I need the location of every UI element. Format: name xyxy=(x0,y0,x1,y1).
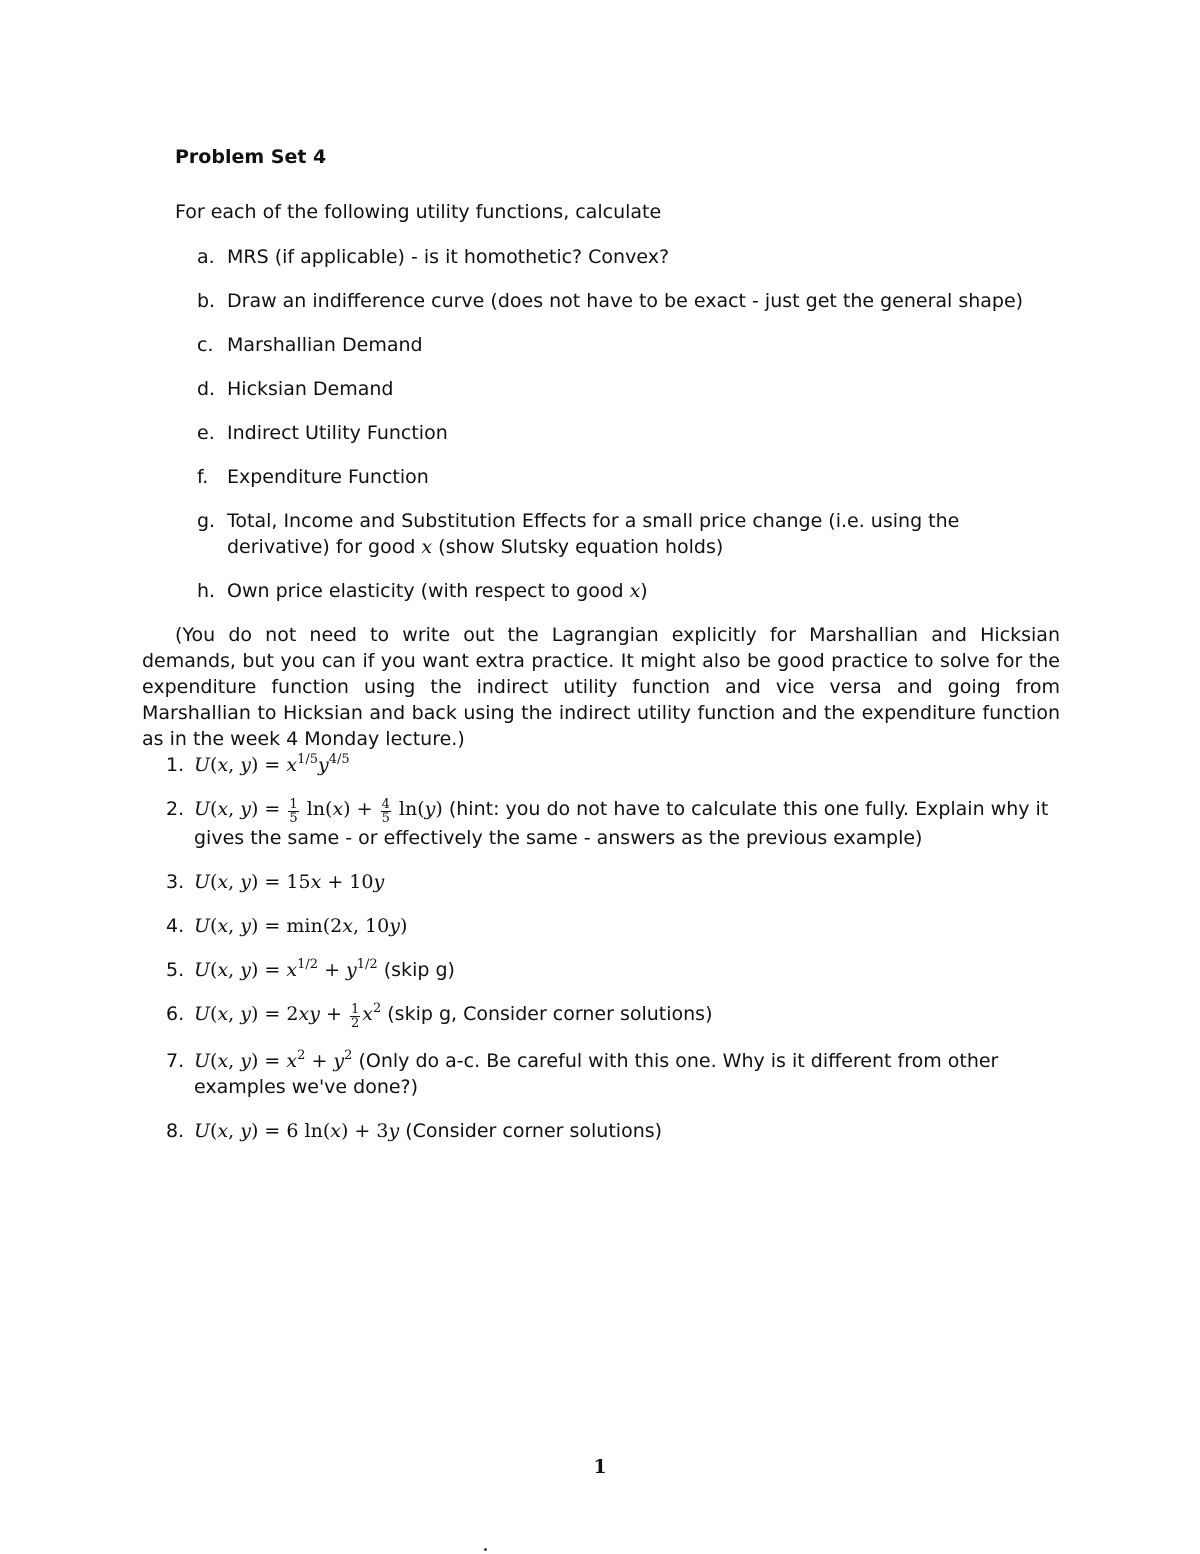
utility-formula: U(x, $y) = x^{1/2} + y^{1/2}$ xyxy=(194,957,378,981)
intro-text: For each of the following utility functions, calculate xyxy=(175,201,662,223)
problem-comment: (hint: you do not have to calculate this one fully. Explain why it gives the same - or effectively the same - answers as the previous example) xyxy=(194,798,1049,849)
problem-comment: (Only do a-c. Be careful with this one. Why is it different from other examples we've done?) xyxy=(194,1050,999,1098)
task-text: Hicksian Demand xyxy=(227,378,394,400)
math-variable: x xyxy=(629,580,641,602)
task-text: (show Slutsky equation holds) xyxy=(432,536,724,558)
problem-item-1 xyxy=(142,752,1062,778)
task-marker: e. xyxy=(197,422,215,444)
problem-item-5 xyxy=(142,957,1062,983)
problem-item-4 xyxy=(142,913,1062,939)
page-title: Problem Set 4 xyxy=(175,146,327,168)
problem-number: 4. xyxy=(166,915,185,937)
problem-item-3 xyxy=(142,869,1062,895)
problem-number: 5. xyxy=(166,959,185,981)
utility-formula: U(x, y) = 6 ln(x) + 3y xyxy=(194,1120,400,1142)
problem-item-2 xyxy=(142,796,1062,851)
task-item-f xyxy=(175,464,1065,490)
task-text: Own price elasticity (with respect to good xyxy=(227,580,630,602)
task-marker: h. xyxy=(197,580,216,602)
utility-formula: U(x, y) = 2xy + $\frac{1}{2}$ $x^2$ xyxy=(194,1001,382,1031)
task-item-d xyxy=(175,376,1065,402)
task-text: MRS (if applicable) - is it homothetic? Convex? xyxy=(227,246,670,268)
problem-comment: (Consider corner solutions) xyxy=(405,1120,663,1142)
footer-dot xyxy=(484,1548,487,1551)
task-text: ) xyxy=(640,580,648,602)
problem-number: 2. xyxy=(166,798,185,820)
task-item-g xyxy=(175,508,1065,560)
task-marker: d. xyxy=(197,378,216,400)
task-text: Draw an indifference curve (does not have to be exact - just get the general shape) xyxy=(227,290,1024,312)
note-paragraph: (You do not need to write out the Lagrangian explicitly for Marshallian and Hicksian demands, but you can if you want extra practice. It might also be good practice to solve for the expenditure function using the indirect utility function and vice versa and going from Marshallian to Hicksian and back using the indirect utility function and the expenditure function as in the week 4 Monday lecture.) xyxy=(142,624,1060,750)
task-marker: a. xyxy=(197,246,215,268)
problem-number: 3. xyxy=(166,871,185,893)
task-item-e xyxy=(175,420,1065,446)
task-item-a xyxy=(175,244,1065,270)
problem-comment: (skip g) xyxy=(383,959,455,981)
problem-item-7 xyxy=(142,1048,1062,1100)
task-item-b xyxy=(175,288,1065,314)
task-item-c xyxy=(175,332,1065,358)
math-variable: x xyxy=(421,536,433,558)
task-marker: c. xyxy=(197,334,214,356)
page-number: 1 xyxy=(593,1456,607,1478)
utility-formula: U(x, y) = 15x + 10y xyxy=(194,871,385,893)
task-marker: b. xyxy=(197,290,216,312)
task-text: Marshallian Demand xyxy=(227,334,423,356)
problem-item-6 xyxy=(142,1001,1062,1030)
problem-number: 1. xyxy=(166,754,185,776)
problem-list xyxy=(142,752,1062,1162)
task-text: Total, Income and Substitution Effects for a small price change (i.e. using the derivative) for good xyxy=(227,510,960,558)
utility-formula: U(x, y) = min(2x, 10y) xyxy=(194,915,408,937)
problem-number: 7. xyxy=(166,1050,185,1072)
utility-formula: U(x, $y) = x^2 + y^2$ xyxy=(194,1048,353,1072)
task-text: Expenditure Function xyxy=(227,466,429,488)
task-marker: g. xyxy=(197,510,216,532)
problem-item-8 xyxy=(142,1118,1062,1144)
problem-number: 6. xyxy=(166,1003,185,1025)
task-text: Indirect Utility Function xyxy=(227,422,448,444)
task-item-h xyxy=(175,578,1065,604)
utility-formula: U(x, y) = $\frac{1}{5}$ ln(x) + $\frac{4}{5}$ ln(y) xyxy=(194,797,443,826)
utility-formula: U(x, $y) = x^{1/5}y^{4/5}$ xyxy=(194,752,350,776)
problem-comment: (skip g, Consider corner solutions) xyxy=(387,1003,713,1025)
task-list xyxy=(175,244,1065,622)
problem-number: 8. xyxy=(166,1120,185,1142)
task-marker: f. xyxy=(197,466,209,488)
